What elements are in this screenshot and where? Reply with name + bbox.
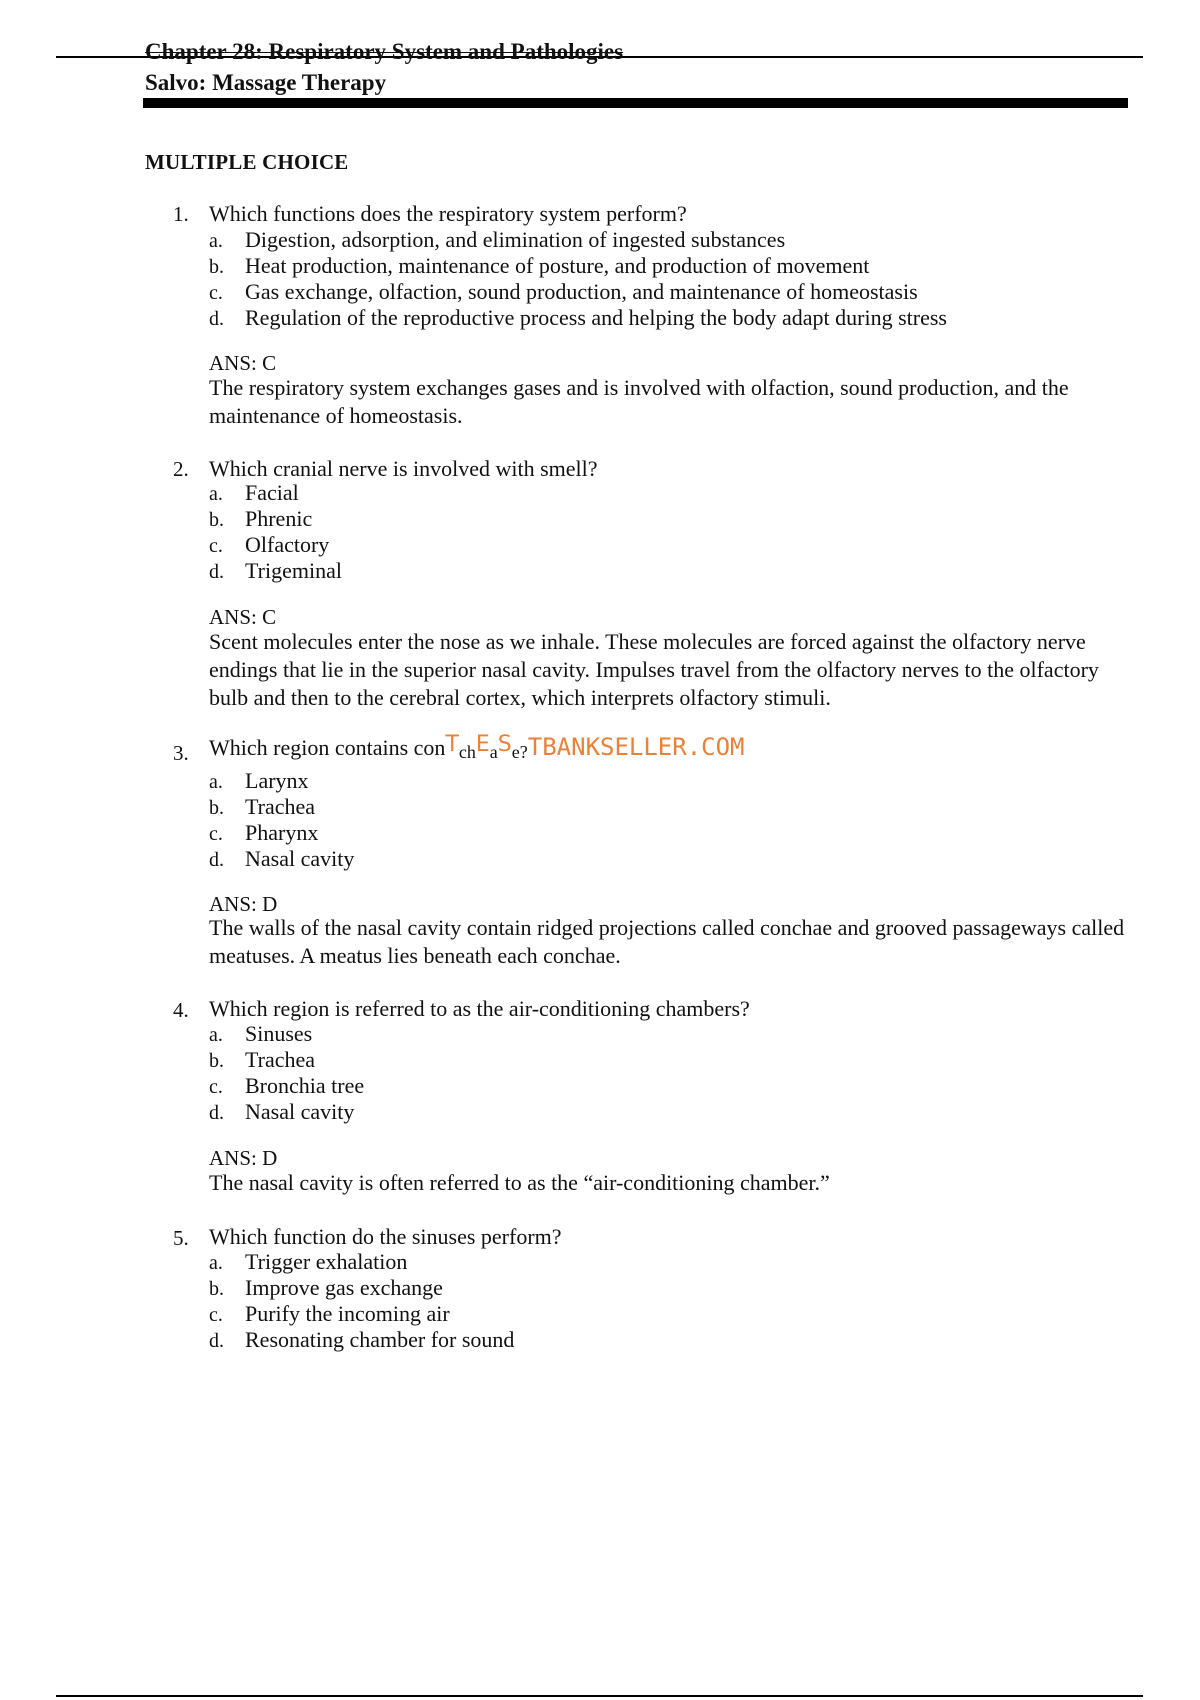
choice-text: Trigeminal: [245, 558, 342, 583]
choice-text: Trachea: [245, 794, 316, 819]
choice-letter: d.: [209, 1102, 224, 1124]
choice-c: [209, 1301, 450, 1327]
choice-letter: a.: [209, 1024, 223, 1046]
choice-letter: d.: [209, 1330, 224, 1352]
question-text: Which functions does the respiratory system perform?: [209, 201, 687, 226]
choice-letter: b.: [209, 256, 224, 278]
question-text: [209, 733, 745, 761]
choice-text: Bronchia tree: [245, 1073, 365, 1098]
choice-d: [209, 558, 342, 584]
question-mark: ?: [519, 742, 528, 762]
answer: ANS: C: [209, 351, 277, 375]
choice-a: [209, 480, 299, 506]
question-number: 2.: [173, 457, 189, 481]
answer: ANS: D: [209, 892, 278, 916]
choice-letter: a.: [209, 230, 223, 252]
choice-c: [209, 1073, 364, 1099]
question-text-prefix: Which region contains con: [209, 735, 446, 760]
choice-text: Olfactory: [245, 532, 330, 557]
choice-text: Improve gas exchange: [245, 1275, 443, 1300]
choice-letter: b.: [209, 797, 224, 819]
question-text-fragment: e: [511, 742, 520, 762]
watermark-letter: E: [475, 732, 490, 757]
choice-d: [209, 305, 947, 331]
book-title: Salvo: Massage Therapy: [145, 70, 387, 95]
choice-d: [209, 1099, 354, 1125]
choice-letter: a.: [209, 1252, 223, 1274]
page-header: [145, 36, 623, 98]
choice-text: Purify the incoming air: [245, 1301, 450, 1326]
choice-b: [209, 794, 315, 820]
rationale: The respiratory system exchanges gases and is involved with olfaction, sound production, and the maintenance of homeostasis.: [209, 375, 1069, 428]
question-text: Which function do the sinuses perform?: [209, 1224, 562, 1249]
choice-letter: d.: [209, 849, 224, 871]
choice-letter: b.: [209, 1278, 224, 1300]
question-number: 4.: [173, 998, 189, 1022]
section-title: MULTIPLE CHOICE: [145, 150, 349, 174]
answer: ANS: D: [209, 1146, 278, 1170]
choice-letter: c.: [209, 1076, 223, 1098]
question-number: 3.: [173, 741, 189, 765]
choice-a: [209, 227, 785, 253]
rationale: The walls of the nasal cavity contain ridged projections called conchae and grooved passageways called meatuses. A meatus lies beneath each conchae.: [209, 915, 1125, 968]
choice-a: [209, 1249, 407, 1275]
choice-a: [209, 768, 309, 794]
choice-letter: c.: [209, 1304, 223, 1326]
choice-d: [209, 846, 354, 872]
choice-text: Nasal cavity: [245, 1099, 355, 1124]
choice-letter: c.: [209, 535, 223, 557]
choice-letter: b.: [209, 509, 224, 531]
answer: ANS: C: [209, 605, 277, 629]
chapter-title: Chapter 28: Respiratory System and Pathologies: [145, 39, 624, 64]
watermark-letter: S: [497, 732, 512, 757]
footer-rule: [56, 1695, 1143, 1697]
choice-b: [209, 1047, 315, 1073]
rationale: Scent molecules enter the nose as we inhale. These molecules are forced against the olfactory nerve endings that lie in the superior nasal cavity. Impulses travel from the olfactory nerves to the olfactory bulb and then to the cerebral cortex, which interprets olfactory stimuli.: [209, 629, 1099, 710]
choice-text: Resonating chamber for sound: [245, 1327, 515, 1352]
question-number: 5.: [173, 1226, 189, 1250]
choice-b: [209, 253, 869, 279]
choice-letter: a.: [209, 483, 223, 505]
choice-letter: d.: [209, 561, 224, 583]
choice-text: Larynx: [245, 768, 309, 793]
choice-letter: d.: [209, 308, 224, 330]
choice-letter: c.: [209, 823, 223, 845]
choice-d: [209, 1327, 514, 1353]
question-number: 1.: [173, 202, 189, 226]
question-text-fragment: a: [489, 742, 498, 762]
choice-c: [209, 532, 329, 558]
choice-text: Digestion, adsorption, and elimination of ingested substances: [245, 227, 786, 252]
choice-b: [209, 506, 312, 532]
question-text-fragment: ch: [458, 742, 476, 762]
choice-text: Regulation of the reproductive process and helping the body adapt during stress: [245, 305, 947, 330]
choice-a: [209, 1021, 312, 1047]
choice-letter: c.: [209, 282, 223, 304]
header-bar: [143, 98, 1128, 108]
question-text: Which cranial nerve is involved with smell?: [209, 456, 598, 481]
choice-c: [209, 279, 918, 305]
question-text: Which region is referred to as the air-conditioning chambers?: [209, 996, 750, 1021]
choice-letter: a.: [209, 771, 223, 793]
choice-b: [209, 1275, 443, 1301]
choice-letter: b.: [209, 1050, 224, 1072]
choice-c: [209, 820, 318, 846]
choice-text: Gas exchange, olfaction, sound production, and maintenance of homeostasis: [245, 279, 918, 304]
choice-text: Pharynx: [245, 820, 319, 845]
choice-text: Heat production, maintenance of posture, and production of movement: [245, 253, 870, 278]
watermark-letter: T: [445, 732, 459, 757]
choice-text: Trachea: [245, 1047, 316, 1072]
choice-text: Facial: [245, 480, 299, 505]
choice-text: Sinuses: [245, 1021, 313, 1046]
choice-text: Trigger exhalation: [245, 1249, 408, 1274]
rationale: The nasal cavity is often referred to as the “air-conditioning chamber.”: [209, 1170, 830, 1195]
choice-text: Nasal cavity: [245, 846, 355, 871]
choice-text: Phrenic: [245, 506, 313, 531]
watermark-text: TBANKSELLER.COM: [527, 733, 745, 761]
